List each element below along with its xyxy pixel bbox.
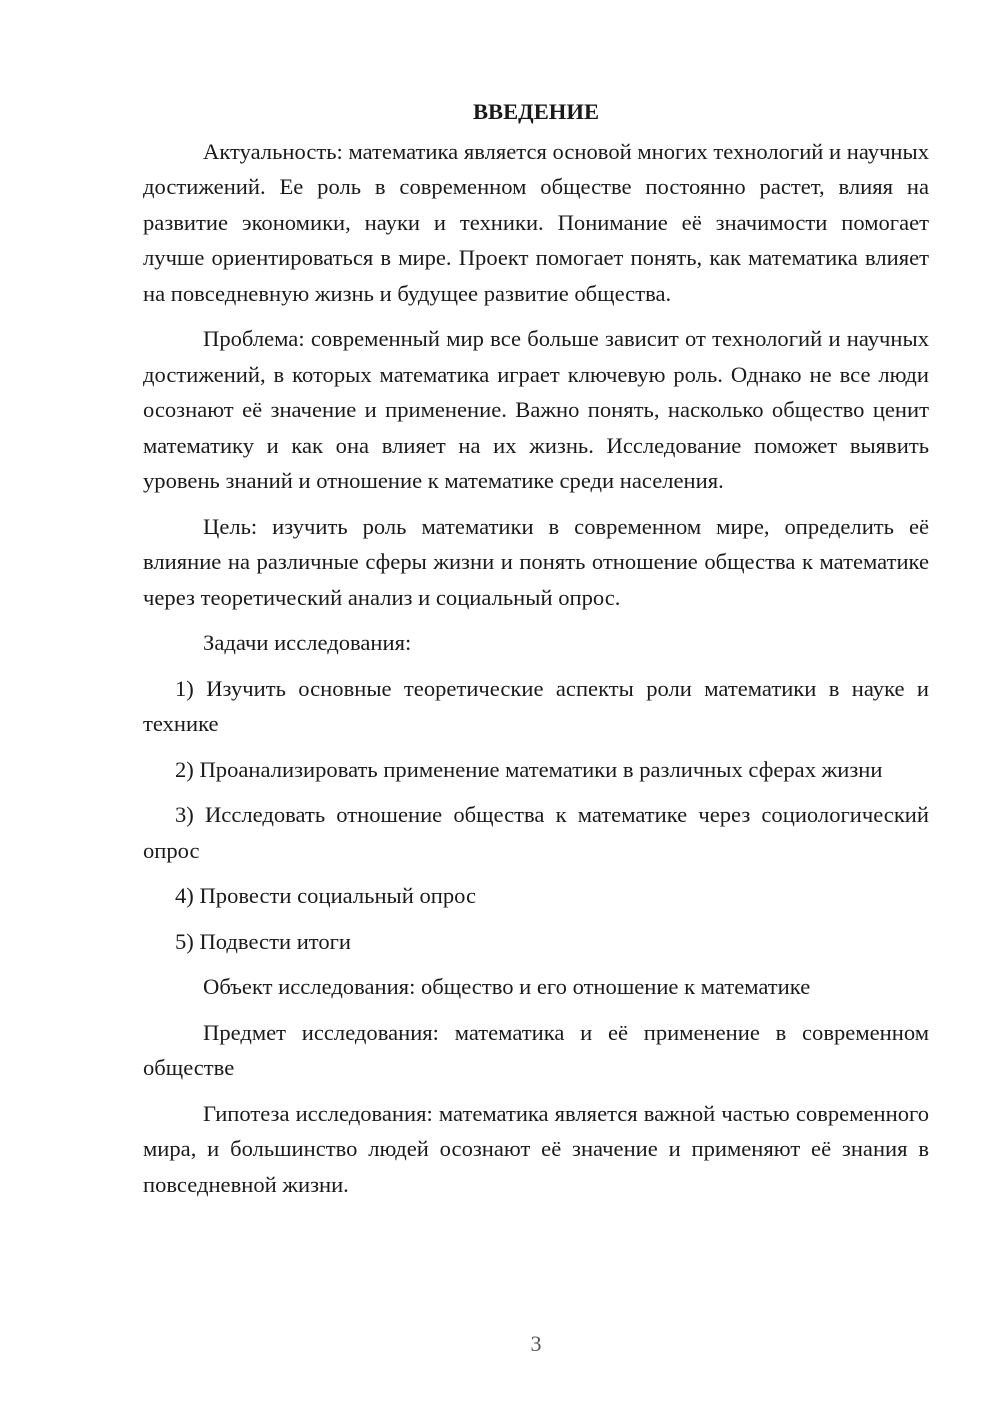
task-item-5: 5) Подвести итоги	[175, 928, 352, 954]
task-item-1: 1) Изучить основные теоретические аспекты роли математики в науке и технике	[143, 675, 929, 736]
research-subject: Предмет исследования: математика и её применение в современном обществе	[143, 1019, 929, 1080]
relevance-paragraph: Актуальность: математика является основой многих технологий и научных достижений. Ее роль в современном обществе постоянно растет, влияя на развитие экономики, науки и техники. Понимание её значимости помогает лучше ориентироваться в мире. Проект помогает понять, как математика влияет на повседневную жизнь и будущее развитие общества.	[143, 138, 929, 306]
goal-paragraph: Цель: изучить роль математики в современном мире, определить её влияние на различные сферы жизни и понять отношение общества к математике через теоретический анализ и социальный опрос.	[143, 513, 929, 610]
page-number: 3	[530, 1331, 542, 1356]
section-heading: ВВЕДЕНИЕ	[472, 99, 600, 124]
task-item-4: 4) Провести социальный опрос	[175, 883, 477, 908]
problem-paragraph: Проблема: современный мир все больше зависит от технологий и научных достижений, в которых математика играет ключевую роль. Однако не все люди осознают её значение и применение. Важно понять, насколько общество ценит математику и как она влияет на их жизнь. Исследование поможет выявить уровень знаний и отношение к математике среди населения.	[143, 326, 929, 493]
task-item-2: 2) Проанализировать применение математики в различных сферах жизни	[175, 756, 883, 782]
research-hypothesis: Гипотеза исследования: математика является важной частью современного мира, и большинство людей осознают её значение и применяют её знания в повседневной жизни.	[143, 1100, 929, 1197]
research-object: Объект исследования: общество и его отношение к математике	[203, 974, 811, 999]
page-content	[143, 94, 929, 1212]
task-item-3: 3) Исследовать отношение общества к математике через социологический опрос	[143, 802, 929, 863]
tasks-title: Задачи исследования:	[203, 630, 412, 655]
